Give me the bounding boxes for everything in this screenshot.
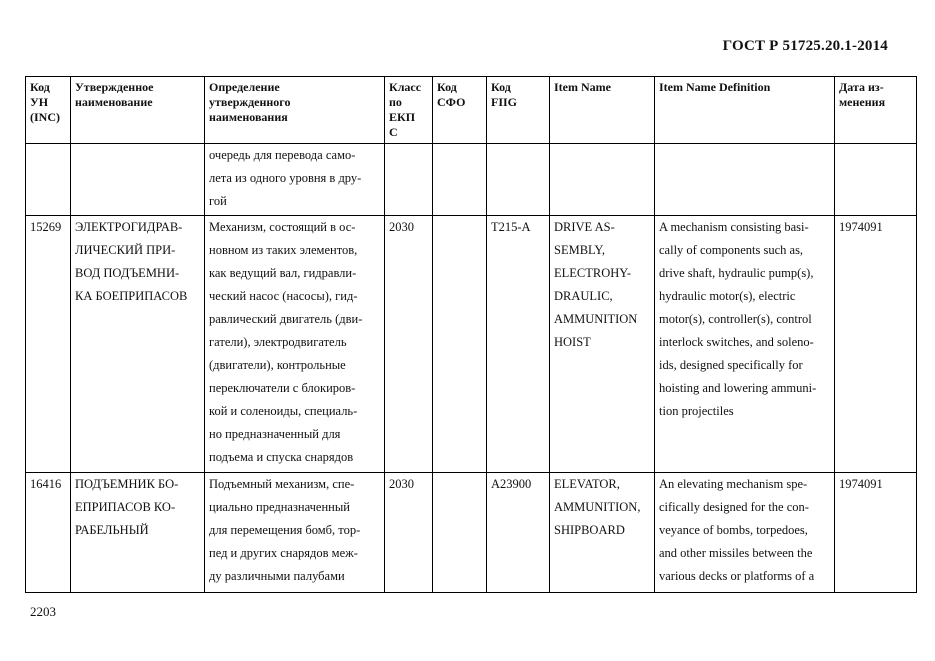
text-line: пед и других снарядов меж- <box>209 546 358 560</box>
text-line: (двигатели), контрольные <box>209 358 346 372</box>
text-line: гой <box>209 194 227 208</box>
text-line: hydraulic motor(s), electric <box>659 289 796 303</box>
header-sfo <box>433 77 487 144</box>
catalog-table <box>25 76 917 593</box>
cell-item-name <box>550 216 655 473</box>
header-fiig <box>487 77 550 144</box>
text-line: ческий насос (насосы), гид- <box>209 289 358 303</box>
cell-item-definition <box>655 144 835 216</box>
text-line: FIIG <box>491 95 518 109</box>
header-approved-name <box>71 77 205 144</box>
text-line: менения <box>839 95 886 109</box>
text-line: ПОДЪЕМНИК БО- <box>75 477 179 491</box>
cell-name-ru <box>71 216 205 473</box>
text-line: various decks or platforms of a <box>659 569 815 583</box>
text-line: как ведущий вал, гидравли- <box>209 266 357 280</box>
text-line: Класс <box>389 80 422 94</box>
text-line: ду различными палубами <box>209 569 345 583</box>
text-line: ЭЛЕКТРОГИДРАВ- <box>75 220 183 234</box>
text-line: наименование <box>75 95 153 109</box>
cell-inc: 16416 <box>26 473 71 593</box>
header-definition <box>205 77 385 144</box>
text-line: наименования <box>209 110 288 124</box>
text-line: veyance of bombs, torpedoes, <box>659 523 808 537</box>
cell-name-ru <box>71 473 205 593</box>
cell-item-definition <box>655 216 835 473</box>
text-line: Дата из- <box>839 80 884 94</box>
text-line: drive shaft, hydraulic pump(s), <box>659 266 814 280</box>
header-item-definition <box>655 77 835 144</box>
cell-fiig <box>487 144 550 216</box>
header-class <box>385 77 433 144</box>
table-row <box>26 144 917 216</box>
text-line: по <box>389 95 402 109</box>
cell-date: 1974091 <box>835 216 917 473</box>
text-line: ЛИЧЕСКИЙ ПРИ- <box>75 243 176 257</box>
text-line: DRAULIC, <box>554 289 613 303</box>
text-line: and other missiles between the <box>659 546 813 560</box>
cell-definition-ru <box>205 144 385 216</box>
cell-name-ru <box>71 144 205 216</box>
text-line: С <box>389 125 398 139</box>
text-line: (INC) <box>30 110 60 124</box>
text-line: interlock switches, and soleno- <box>659 335 814 349</box>
text-line: но предназначенный для <box>209 427 341 441</box>
text-line: очередь для перевода само- <box>209 148 356 162</box>
cell-class <box>385 144 433 216</box>
table-row <box>26 473 917 593</box>
text-line: AMMUNITION, <box>554 500 641 514</box>
cell-inc <box>26 144 71 216</box>
text-line: hoisting and lowering ammuni- <box>659 381 817 395</box>
text-line: новном из таких элементов, <box>209 243 358 257</box>
text-line: motor(s), controller(s), control <box>659 312 812 326</box>
text-line: для перемещения бомб, тор- <box>209 523 361 537</box>
text-line: DRIVE AS- <box>554 220 615 234</box>
standard-code: ГОСТ Р 51725.20.1-2014 <box>722 38 888 54</box>
cell-item-definition <box>655 473 835 593</box>
text-line: SHIPBOARD <box>554 523 625 537</box>
text-line: утвержденного <box>209 95 291 109</box>
text-line: cifically designed for the con- <box>659 500 809 514</box>
cell-class: 2030 <box>385 216 433 473</box>
cell-fiig: A23900 <box>487 473 550 593</box>
text-line: Item Name <box>554 80 611 94</box>
text-line: ELEVATOR, <box>554 477 620 491</box>
table-row <box>26 216 917 473</box>
header-row <box>26 77 917 144</box>
cell-item-name <box>550 144 655 216</box>
text-line: РАБЕЛЬНЫЙ <box>75 523 149 537</box>
text-line: A mechanism consisting basi- <box>659 220 809 234</box>
text-line: ЕПРИПАСОВ КО- <box>75 500 176 514</box>
header-change-date <box>835 77 917 144</box>
cell-inc: 15269 <box>26 216 71 473</box>
header-inc <box>26 77 71 144</box>
text-line: cally of components such as, <box>659 243 804 257</box>
text-line: циально предназначенный <box>209 500 350 514</box>
text-line: AMMUNITION <box>554 312 638 326</box>
cell-item-name <box>550 473 655 593</box>
text-line: переключатели с блокиров- <box>209 381 356 395</box>
text-line: ids, designed specifically for <box>659 358 803 372</box>
cell-definition-ru <box>205 216 385 473</box>
text-line: Подъемный механизм, спе- <box>209 477 355 491</box>
cell-date: 1974091 <box>835 473 917 593</box>
cell-sfo <box>433 473 487 593</box>
text-line: кой и соленоиды, специаль- <box>209 404 358 418</box>
text-line: КА БОЕПРИПАСОВ <box>75 289 188 303</box>
page-number: 2203 <box>30 604 56 619</box>
text-line: Код <box>437 80 457 94</box>
text-line: Код <box>491 80 511 94</box>
text-line: гатели), электродвигатель <box>209 335 347 349</box>
text-line: лета из одного уровня в дру- <box>209 171 362 185</box>
text-line: Определение <box>209 80 280 94</box>
cell-date <box>835 144 917 216</box>
cell-sfo <box>433 144 487 216</box>
cell-definition-ru <box>205 473 385 593</box>
text-line: SEMBLY, <box>554 243 605 257</box>
text-line: HOIST <box>554 335 591 349</box>
text-line: равлический двигатель (дви- <box>209 312 363 326</box>
text-line: СФО <box>437 95 466 109</box>
text-line: ELECTROHY- <box>554 266 632 280</box>
text-line: Код <box>30 80 50 94</box>
text-line: tion projectiles <box>659 404 734 418</box>
header-item-name <box>550 77 655 144</box>
text-line: Утвержденное <box>75 80 154 94</box>
cell-fiig: T215-A <box>487 216 550 473</box>
text-line: Item Name Definition <box>659 80 771 94</box>
text-line: УН <box>30 95 49 109</box>
text-line: подъема и спуска снарядов <box>209 450 354 464</box>
text-line: An elevating mechanism spe- <box>659 477 808 491</box>
cell-class: 2030 <box>385 473 433 593</box>
text-line: ВОД ПОДЪЕМНИ- <box>75 266 180 280</box>
text-line: Механизм, состоящий в ос- <box>209 220 356 234</box>
text-line: ЕКП <box>389 110 416 124</box>
cell-sfo <box>433 216 487 473</box>
